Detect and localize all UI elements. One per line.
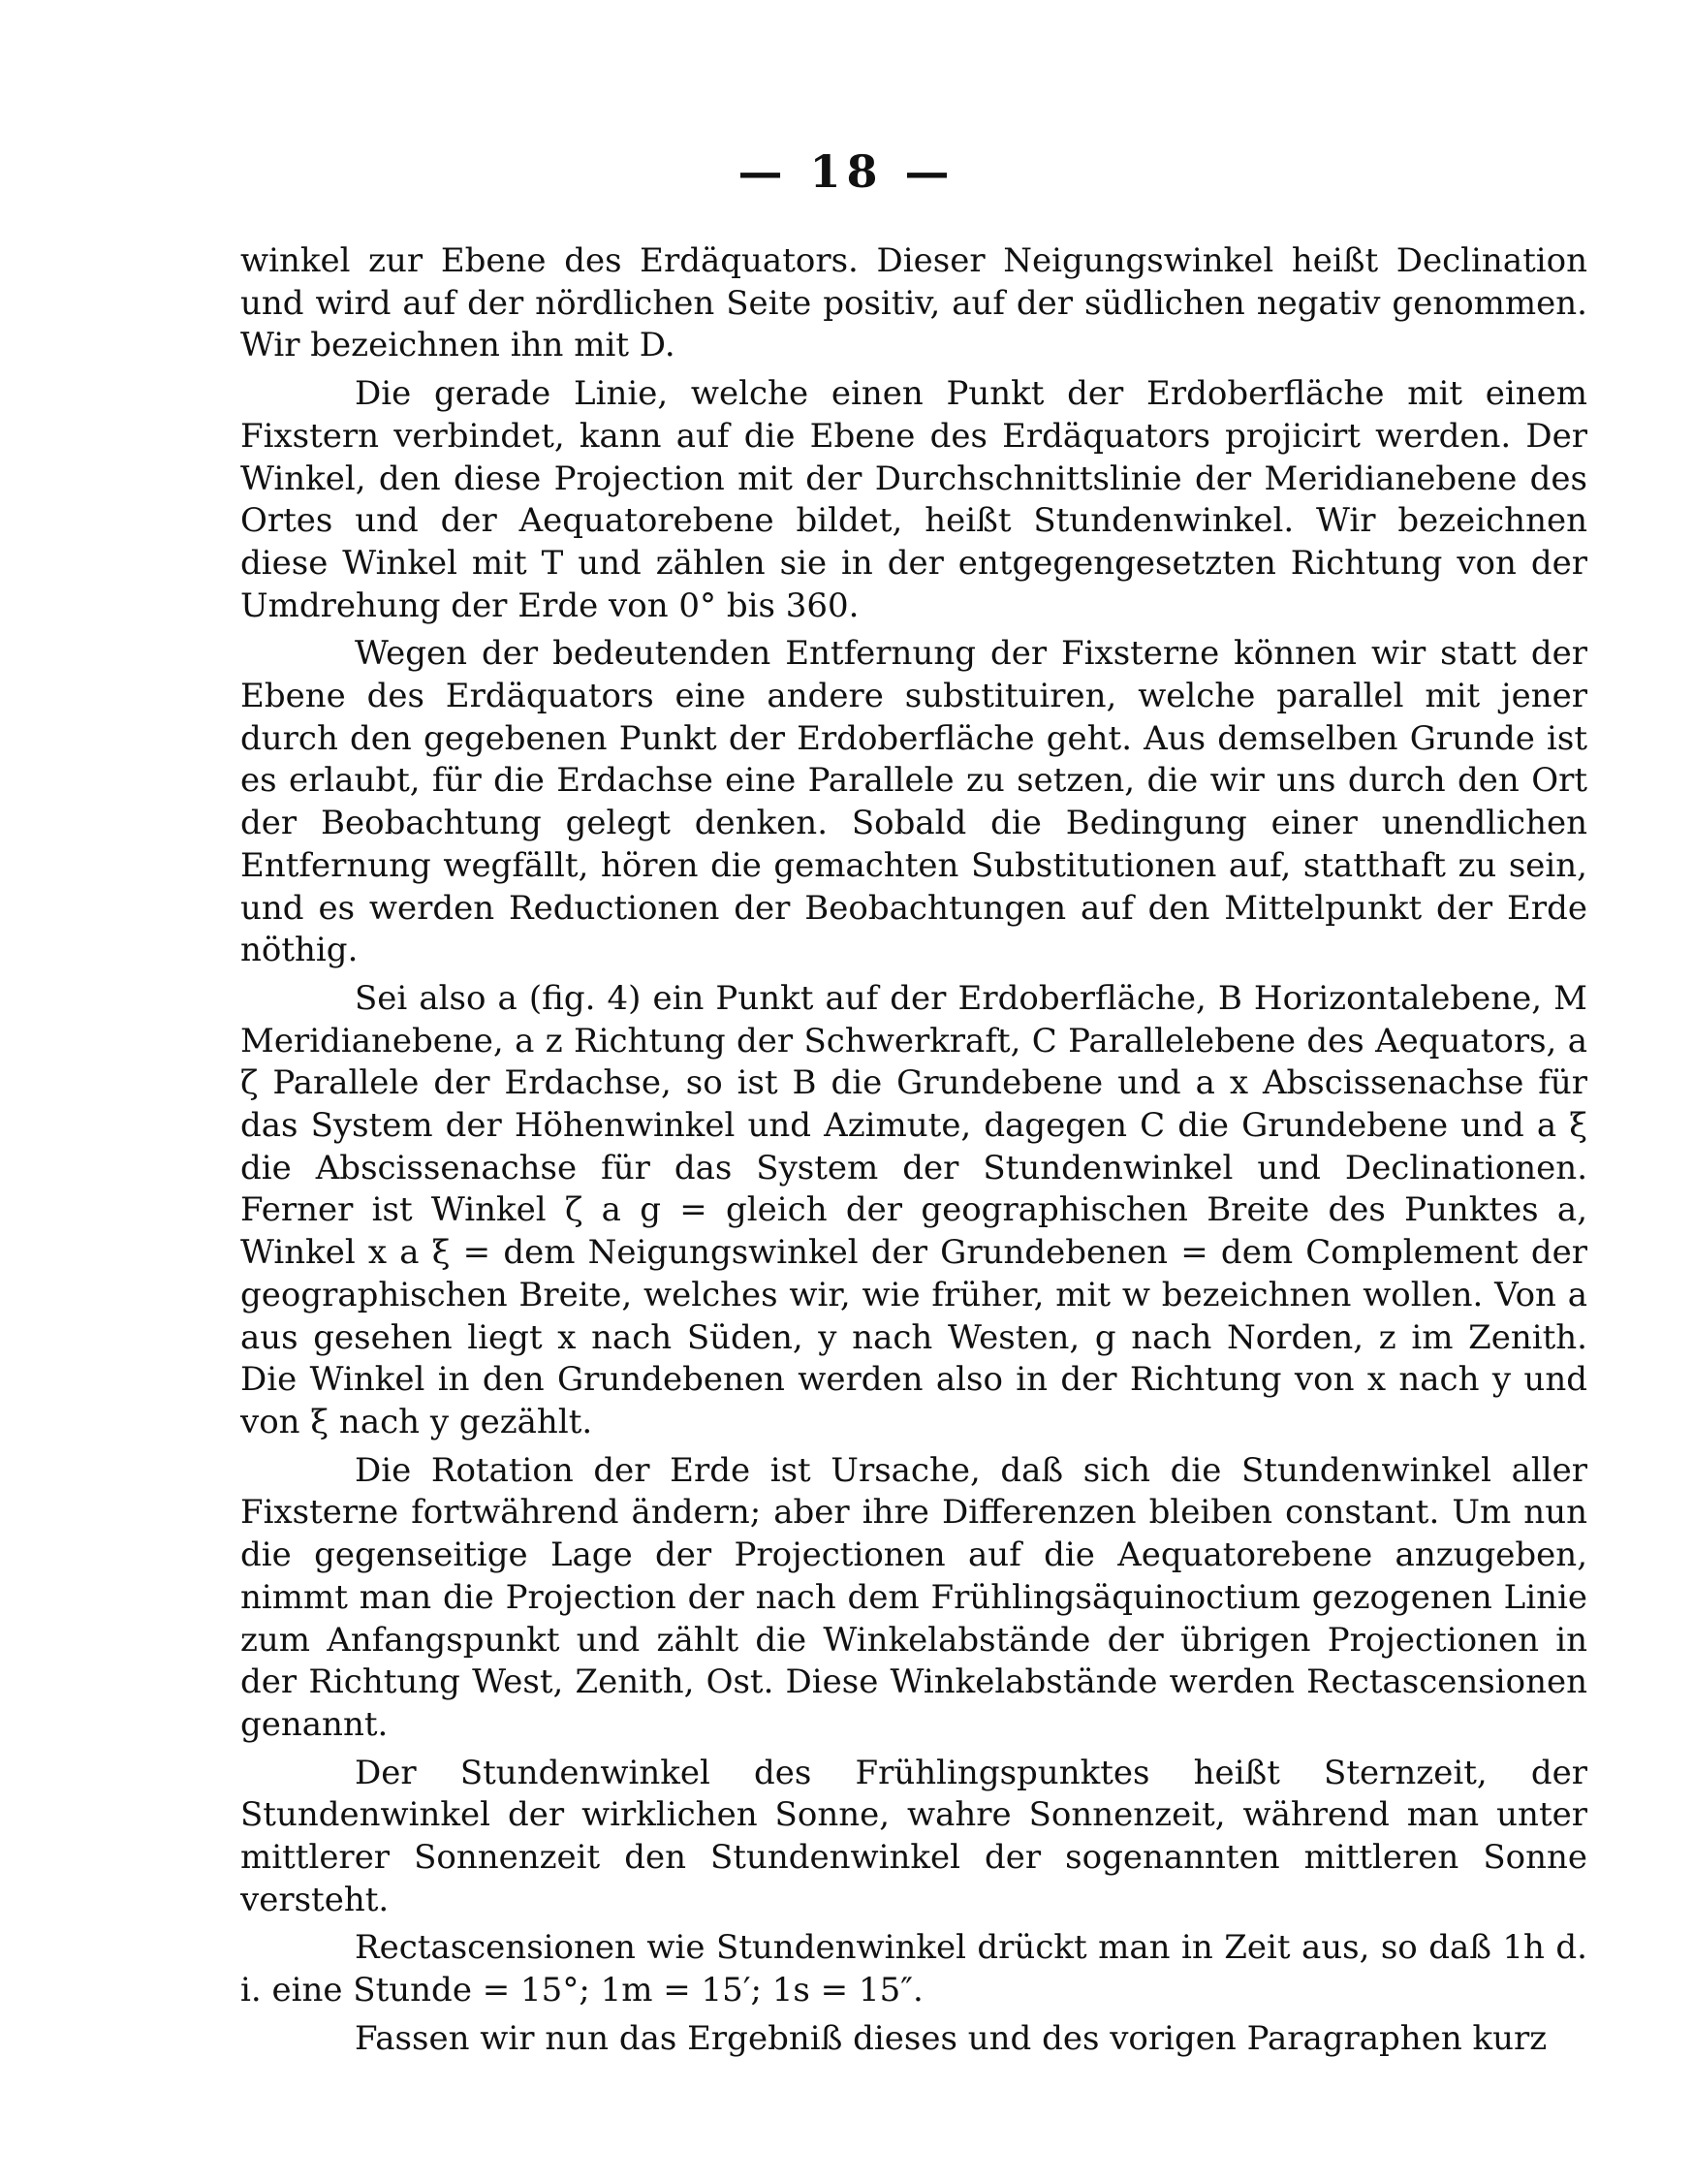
paragraph-3: Wegen der bedeutenden Entfernung der Fixsterne können wir statt der Ebene des Erdäquators eine andere substituiren, welche parallel mit jener durch den gegebenen Punkt der Erdoberfläche geht. Aus demselben Grunde ist es erlaubt, für die Erdachse eine Parallele zu setzen, die wir uns durch den Ort der Beobachtung gelegt denken. Sobald die Bedingung einer unendlichen Entfernung wegfällt, hören die gemachten Substitutionen auf, statthaft zu sein, und es werden Reductionen der Beobachtungen auf den Mittelpunkt der Erde nöthig. [240, 634, 1587, 970]
paragraph-2: Die gerade Linie, welche einen Punkt der Erdoberfläche mit einem Fixstern verbindet, kann auf die Ebene des Erdäquators projicirt werden. Der Winkel, den diese Projection mit der Durchschnittslinie der Meridianebene des Ortes und der Aequatorebene bildet, heißt Stundenwinkel. Wir bezeichnen diese Winkel mit T und zählen sie in der entgegengesetzten Richtung von der Umdrehung der Erde von 0° bis 360. [240, 374, 1587, 625]
paragraph-5: Die Rotation der Erde ist Ursache, daß sich die Stundenwinkel aller Fixsterne fortwährend ändern; aber ihre Differenzen bleiben constant. Um nun die gegenseitige Lage der Projectionen auf die Aequatorebene anzugeben, nimmt man die Projection der nach dem Frühlingsäquinoctium gezogenen Linie zum Anfangspunkt und zählt die Winkelabstände der übrigen Projectionen in der Richtung West, Zenith, Ost. Diese Winkelabstände werden Rectascensionen genannt. [240, 1450, 1587, 1744]
paragraph-7: Rectascensionen wie Stundenwinkel drückt man in Zeit aus, so daß 1h d. i. eine Stunde = 15°; 1m = 15′; 1s = 15″. [240, 1928, 1587, 2010]
body-text [240, 240, 1587, 2067]
paragraph-1: winkel zur Ebene des Erdäquators. Dieser Neigungswinkel heißt Declination und wird auf der nördlichen Seite positiv, auf der südlichen negativ genommen. Wir bezeichnen ihn mit D. [240, 241, 1587, 365]
paragraph-6: Der Stundenwinkel des Frühlingspunktes heißt Sternzeit, der Stundenwinkel der wirklichen Sonne, wahre Sonnenzeit, während man unter mittlerer Sonnenzeit den Stundenwinkel der sogenannten mittleren Sonne versteht. [240, 1753, 1587, 1919]
paragraph-8: Fassen wir nun das Ergebniß dieses und des vorigen Paragraphen kurz [355, 2018, 1548, 2058]
page-number: — 18 — [737, 145, 956, 198]
paragraph-4: Sei also a (fig. 4) ein Punkt auf der Erdoberfläche, B Horizontalebene, M Meridianebene, a z Richtung der Schwerkraft, C Parallelebene des Aequators, a ζ Parallele der Erdachse, so ist B die Grundebene und a x Abscissenachse für das System der Höhenwinkel und Azimute, dagegen C die Grundebene und a ξ die Abscissenachse für das System der Stundenwinkel und Declinationen. Ferner ist Winkel ζ a g = gleich der geographischen Breite des Punktes a, Winkel x a ξ = dem Neigungswinkel der Grundebenen = dem Complement der geographischen Breite, welches wir, wie früher, mit w bezeichnen wollen. Von a aus gesehen liegt x nach Süden, y nach Westen, g nach Norden, z im Zenith. Die Winkel in den Grundebenen werden also in der Richtung von x nach y und von ξ nach y gezählt. [240, 978, 1587, 1441]
